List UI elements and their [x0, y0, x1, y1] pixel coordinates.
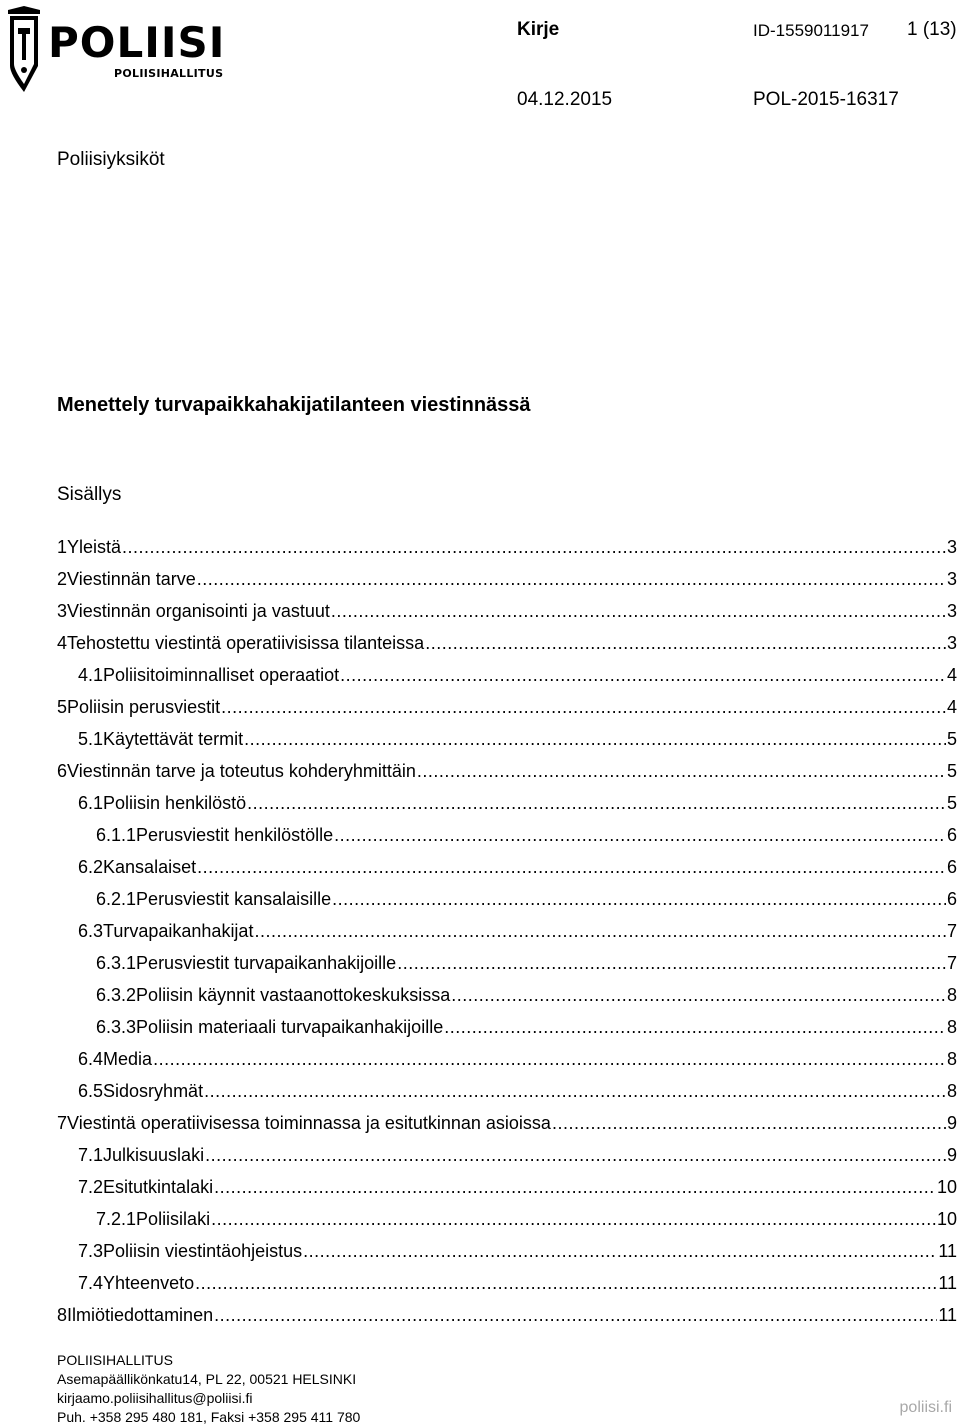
toc-entry[interactable] [57, 718, 960, 750]
toc-entry-page: 8 [946, 1049, 957, 1069]
toc-entry-number: 7.3 [78, 1241, 104, 1261]
toc-entry-label: Yleistä [67, 537, 122, 557]
toc-entry-label: Viestinnän organisointi ja vastuut [67, 601, 330, 621]
toc-entry[interactable] [57, 1038, 960, 1070]
toc-entry-number: 6.1 [78, 793, 104, 813]
toc-entry-number: 6.3.3 [96, 1017, 137, 1037]
toc-entry-label: Poliisin viestintäohjeistus [103, 1241, 303, 1261]
toc-dot-leader [552, 1112, 946, 1134]
toc-entry-label: Turvapaikanhakijat [103, 921, 254, 941]
toc-entry-label: Kansalaiset [103, 857, 197, 877]
toc-entry-number: 6.1.1 [96, 825, 137, 845]
toc-dot-leader [331, 600, 946, 622]
toc-entry[interactable] [57, 878, 960, 910]
toc-dot-leader [254, 920, 946, 942]
toc-entry-number: 4.1 [78, 665, 104, 685]
logo-subtext: POLIISIHALLITUS [114, 67, 224, 80]
toc-dot-leader [122, 536, 946, 558]
toc-dot-leader [303, 1240, 937, 1262]
toc-entry-page: 5 [946, 729, 957, 749]
toc-entry-number: 3 [57, 601, 68, 621]
toc-entry-number: 5 [57, 697, 68, 717]
footer-contact [57, 1351, 360, 1427]
toc-entry[interactable] [57, 942, 960, 974]
toc-entry[interactable] [57, 686, 960, 718]
toc-dot-leader [417, 760, 946, 782]
toc-entry[interactable] [57, 1102, 960, 1134]
toc-entry-label: Yhteenveto [103, 1273, 195, 1293]
toc-entry-label: Poliisin materiaali turvapaikanhakijoille [136, 1017, 444, 1037]
doc-type: Kirje [517, 19, 560, 40]
toc-dot-leader [205, 1144, 946, 1166]
toc-entry-label: Ilmiötiedottaminen [67, 1305, 214, 1325]
toc-entry[interactable] [57, 590, 960, 622]
toc-entry-label: Perusviestit kansalaisille [136, 889, 332, 909]
toc-entry-page: 10 [936, 1177, 957, 1197]
toc-entry[interactable] [57, 1070, 960, 1102]
doc-date: 04.12.2015 [517, 89, 613, 110]
recipient: Poliisiyksiköt [57, 149, 165, 170]
doc-ref: POL-2015-16317 [753, 89, 899, 110]
toc-entry[interactable] [57, 558, 960, 590]
toc-dot-leader [444, 1016, 946, 1038]
toc-entry[interactable] [57, 814, 960, 846]
toc-entry-label: Media [103, 1049, 153, 1069]
toc-heading: Sisällys [57, 484, 122, 505]
toc-entry-page: 6 [946, 857, 957, 877]
logo-wordmark: POLIISI [48, 18, 226, 67]
toc-entry[interactable] [57, 526, 960, 558]
toc-entry-page: 3 [946, 537, 957, 557]
toc-dot-leader [397, 952, 946, 974]
toc-entry-label: Poliisin perusviestit [67, 697, 221, 717]
toc-entry-page: 3 [946, 569, 957, 589]
poliisi-logo [4, 4, 226, 96]
toc-entry-label: Poliisitoiminnalliset operaatiot [103, 665, 340, 685]
toc-entry-label: Poliisilaki [136, 1209, 211, 1229]
toc-entry[interactable] [57, 1006, 960, 1038]
toc-entry[interactable] [57, 1198, 960, 1230]
toc-entry[interactable] [57, 1230, 960, 1262]
toc-entry-label: Käytettävät termit [103, 729, 244, 749]
toc-entry-page: 8 [946, 985, 957, 1005]
toc-entry[interactable] [57, 654, 960, 686]
toc-entry-number: 7.2 [78, 1177, 104, 1197]
toc-entry[interactable] [57, 750, 960, 782]
page-count: 1 (13) [907, 19, 957, 40]
toc-entry[interactable] [57, 622, 960, 654]
toc-entry-page: 4 [946, 665, 957, 685]
toc-dot-leader [334, 824, 946, 846]
toc-dot-leader [195, 1272, 937, 1294]
toc-entry-label: Julkisuuslaki [103, 1145, 205, 1165]
toc-entry-number: 8 [57, 1305, 68, 1325]
toc-dot-leader [451, 984, 946, 1006]
table-of-contents [57, 526, 960, 1326]
toc-entry[interactable] [57, 910, 960, 942]
toc-dot-leader [211, 1208, 936, 1230]
footer-org: POLIISIHALLITUS [57, 1352, 173, 1368]
footer-phone: Puh. +358 295 480 181, Faksi +358 295 411 780 [57, 1409, 361, 1425]
toc-entry-number: 7.4 [78, 1273, 104, 1293]
toc-entry-page: 5 [946, 761, 957, 781]
toc-entry-page: 11 [938, 1273, 957, 1293]
toc-entry-number: 1 [57, 537, 68, 557]
toc-entry-label: Poliisin käynnit vastaanottokeskuksissa [136, 985, 451, 1005]
toc-entry-page: 9 [946, 1113, 957, 1133]
toc-entry-page: 6 [946, 825, 957, 845]
toc-entry-number: 6.3.1 [96, 953, 137, 973]
doc-id: ID-1559011917 [753, 21, 869, 40]
toc-dot-leader [153, 1048, 946, 1070]
toc-entry-page: 6 [946, 889, 957, 909]
toc-dot-leader [204, 1080, 946, 1102]
toc-entry[interactable] [57, 1166, 960, 1198]
toc-entry[interactable] [57, 846, 960, 878]
toc-entry-number: 6.5 [78, 1081, 104, 1101]
toc-entry-page: 5 [946, 793, 957, 813]
toc-entry-page: 4 [946, 697, 957, 717]
toc-dot-leader [214, 1176, 936, 1198]
toc-entry-label: Perusviestit henkilöstölle [136, 825, 334, 845]
toc-entry-number: 4 [57, 633, 68, 653]
toc-dot-leader [340, 664, 946, 686]
toc-entry-number: 6 [57, 761, 68, 781]
toc-entry-page: 7 [946, 921, 957, 941]
toc-entry-label: Perusviestit turvapaikanhakijoille [136, 953, 397, 973]
toc-entry[interactable] [57, 1262, 960, 1294]
toc-dot-leader [425, 632, 946, 654]
toc-entry-page: 11 [938, 1241, 957, 1261]
toc-entry-number: 6.4 [78, 1049, 104, 1069]
toc-dot-leader [197, 856, 946, 878]
toc-entry[interactable] [57, 1134, 960, 1166]
toc-entry-label: Viestintä operatiivisessa toiminnassa ja esitutkinnan asioissa [67, 1113, 551, 1133]
toc-entry-page: 3 [946, 601, 957, 621]
toc-entry-number: 7.2.1 [96, 1209, 137, 1229]
toc-entry-page: 11 [938, 1305, 957, 1325]
toc-entry-label: Sidosryhmät [103, 1081, 204, 1101]
toc-entry[interactable] [57, 974, 960, 1006]
toc-entry-number: 7 [57, 1113, 68, 1133]
toc-entry-page: 8 [946, 1017, 957, 1037]
toc-entry-number: 6.3.2 [96, 985, 137, 1005]
toc-entry-number: 2 [57, 569, 68, 589]
footer-site-link[interactable]: poliisi.fi [899, 1399, 952, 1416]
toc-entry-page: 7 [946, 953, 957, 973]
toc-entry-page: 3 [946, 633, 957, 653]
toc-entry-number: 6.3 [78, 921, 104, 941]
toc-entry-label: Viestinnän tarve ja toteutus kohderyhmittäin [67, 761, 416, 781]
toc-entry-page: 9 [946, 1145, 957, 1165]
toc-entry-label: Tehostettu viestintä operatiivisissa tilanteissa [67, 633, 425, 653]
toc-entry-label: Poliisin henkilöstö [103, 793, 247, 813]
toc-dot-leader [244, 728, 946, 750]
toc-dot-leader [332, 888, 946, 910]
toc-entry-page: 8 [946, 1081, 957, 1101]
page-title: Menettely turvapaikkahakijatilanteen viestinnässä [57, 394, 531, 416]
footer-address: Asemapäällikönkatu14, PL 22, 00521 HELSINKI [57, 1371, 357, 1387]
toc-entry-label: Viestinnän tarve [67, 569, 196, 589]
toc-dot-leader [197, 568, 946, 590]
toc-dot-leader [214, 1304, 937, 1326]
police-badge-icon [4, 4, 44, 94]
toc-entry-number: 5.1 [78, 729, 104, 749]
toc-entry-number: 6.2 [78, 857, 104, 877]
toc-dot-leader [221, 696, 946, 718]
toc-entry[interactable] [57, 782, 960, 814]
footer-email[interactable]: kirjaamo.poliisihallitus@poliisi.fi [57, 1390, 253, 1406]
toc-dot-leader [247, 792, 946, 814]
toc-entry[interactable] [57, 1294, 960, 1326]
toc-entry-label: Esitutkintalaki [103, 1177, 214, 1197]
toc-entry-number: 7.1 [78, 1145, 104, 1165]
toc-entry-number: 6.2.1 [96, 889, 137, 909]
toc-entry-page: 10 [936, 1209, 957, 1229]
